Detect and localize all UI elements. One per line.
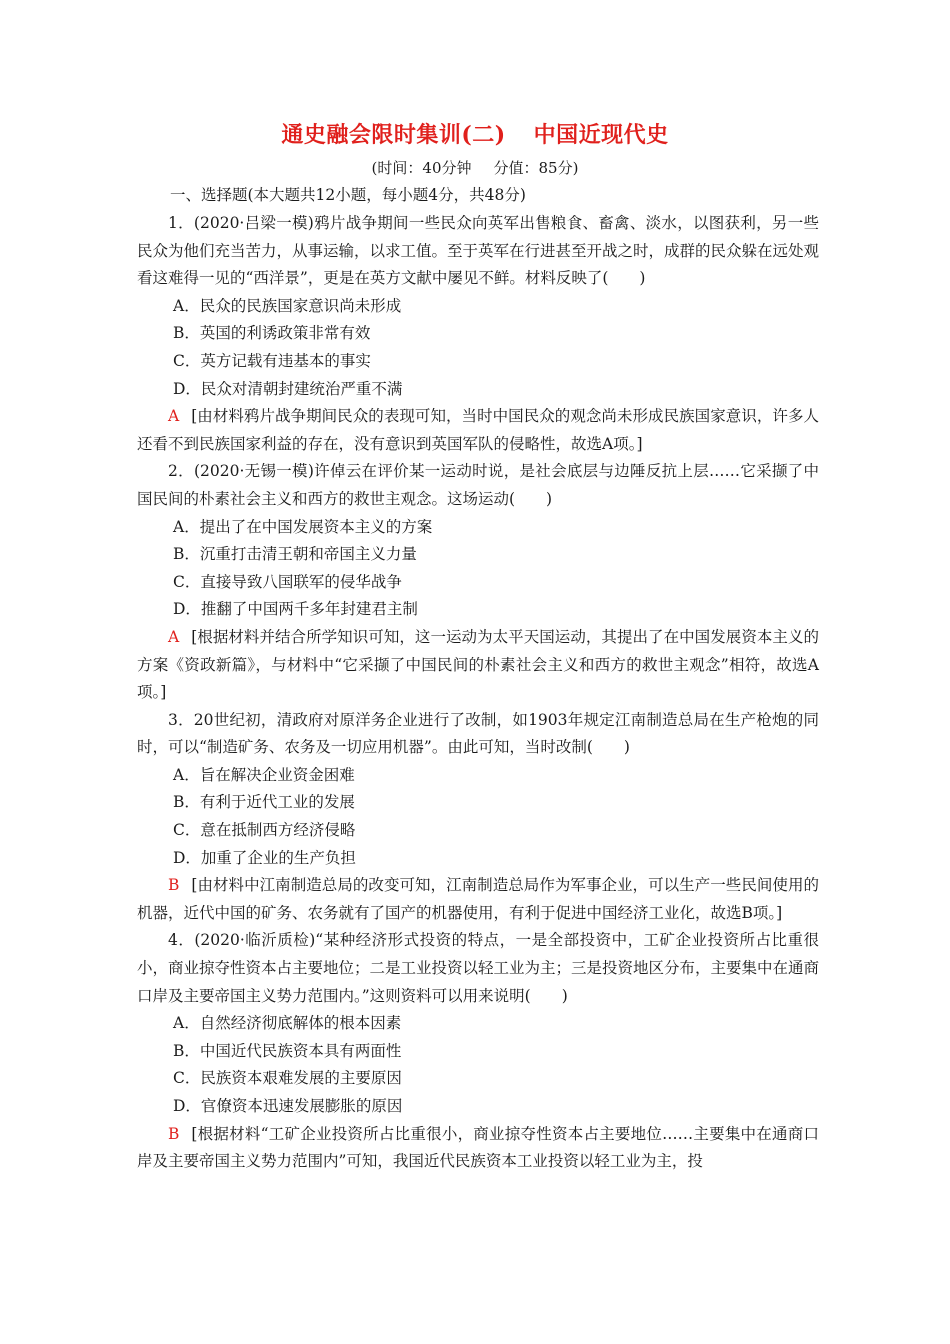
answer-text: [根据材料并结合所学知识可知，这一运动为太平天国运动，其提出了在中国发展资本主义的方案《资政新篇》，与材料中“它采撷了中国民间的朴素社会主义和西方的救世主观念”相符，故选A项。]	[137, 627, 819, 702]
option-b: B．英国的利诱政策非常有效	[173, 324, 371, 343]
answer-text: [根据材料“工矿企业投资所占比重很小，商业掠夺性资本占主要地位……主要集中在通商口岸及主要帝国主义势力范围内”可知，我国近代民族资本工业投资以轻工业为主，投	[137, 1124, 819, 1171]
option-a: A．旨在解决企业资金困难	[173, 765, 355, 784]
answer-letter: A	[168, 627, 180, 646]
answer-letter: B	[168, 876, 180, 895]
title-left: 通史融会限时集训(二)	[281, 122, 506, 148]
option-b: B．中国近代民族资本具有两面性	[173, 1041, 402, 1060]
option-a: A．自然经济彻底解体的根本因素	[173, 1014, 402, 1033]
answer-text: [由材料中江南制造总局的改变可知，江南制造总局作为军事企业，可以生产一些民间使用的机器，近代中国的矿务、农务就有了国产的机器使用，有利于促进中国经济工业化，故选B项。]	[137, 876, 819, 922]
question-stem: 3．20世纪初，清政府对原洋务企业进行了改制，如1903年规定江南制造总局在生产枪炮的同时，可以“制造矿务、农务及一切应用机器”。由此可知，当时改制( )	[137, 710, 819, 757]
exam-meta	[0, 157, 950, 178]
option-d: D．民众对清朝封建统治严重不满	[173, 379, 403, 398]
option-c: C．英方记载有违基本的事实	[173, 351, 371, 370]
question-stem: 4．(2020·临沂质检)“某种经济形式投资的特点，一是全部投资中，工矿企业投资所占比重很小，商业掠夺性资本占主要地位；二是工业投资以轻工业为主；三是投资地区分布，主要集中在通商口岸及主要帝国主义势力范围内。”这则资料可以用来说明( )	[137, 931, 820, 1005]
answer-explanation	[137, 624, 819, 707]
question-4	[137, 927, 819, 1175]
option-d: D．推翻了中国两千多年封建君主制	[173, 600, 418, 619]
time-limit: (时间：40分钟	[371, 159, 472, 177]
option-b: B．有利于近代工业的发展	[173, 793, 355, 812]
section-heading: 一、选择题(本大题共12小题，每小题4分，共48分)	[170, 186, 526, 204]
answer-explanation	[137, 872, 819, 927]
option-b: B．沉重打击清王朝和帝国主义力量	[173, 545, 417, 564]
answer-text: [由材料鸦片战争期间民众的表现可知，当时中国民众的观念尚未形成民族国家意识，许多人还看不到民族国家利益的存在，没有意识到英国军队的侵略性，故选A项。]	[137, 407, 819, 453]
question-2	[137, 458, 819, 706]
title-right: 中国近现代史	[533, 122, 669, 148]
question-stem: 1．(2020·吕梁一模)鸦片战争期间一些民众向英军出售粮食、畜禽、淡水，以图获利，另一些民众为他们充当苦力，从事运输，以求工值。至于英军在行进甚至开战之时，成群的民众躲在远处观看这难得一见的“西洋景”，更是在英方文献中屡见不鲜。材料反映了( )	[137, 214, 820, 288]
answer-explanation	[137, 1121, 819, 1176]
option-d: D．加重了企业的生产负担	[173, 848, 356, 867]
option-c: C．直接导致八国联军的侵华战争	[173, 572, 402, 591]
option-a: A．提出了在中国发展资本主义的方案	[173, 517, 433, 536]
option-c: C．民族资本艰难发展的主要原因	[173, 1069, 402, 1088]
answer-letter: B	[168, 1124, 180, 1143]
page-title	[0, 118, 950, 149]
question-1	[137, 210, 819, 458]
option-c: C．意在抵制西方经济侵略	[173, 821, 356, 840]
total-score: 分值：85分)	[493, 159, 579, 177]
option-d: D．官僚资本迅速发展膨胀的原因	[173, 1097, 403, 1115]
option-a: A．民众的民族国家意识尚未形成	[173, 296, 402, 315]
answer-letter: A	[168, 407, 180, 426]
question-3	[137, 707, 819, 928]
answer-explanation	[137, 403, 819, 458]
question-stem: 2．(2020·无锡一模)许倬云在评价某一运动时说，是社会底层与边陲反抗上层……它采撷了中国民间的朴素社会主义和西方的救世主观念。这场运动( )	[137, 462, 819, 508]
question-list	[137, 210, 819, 1176]
